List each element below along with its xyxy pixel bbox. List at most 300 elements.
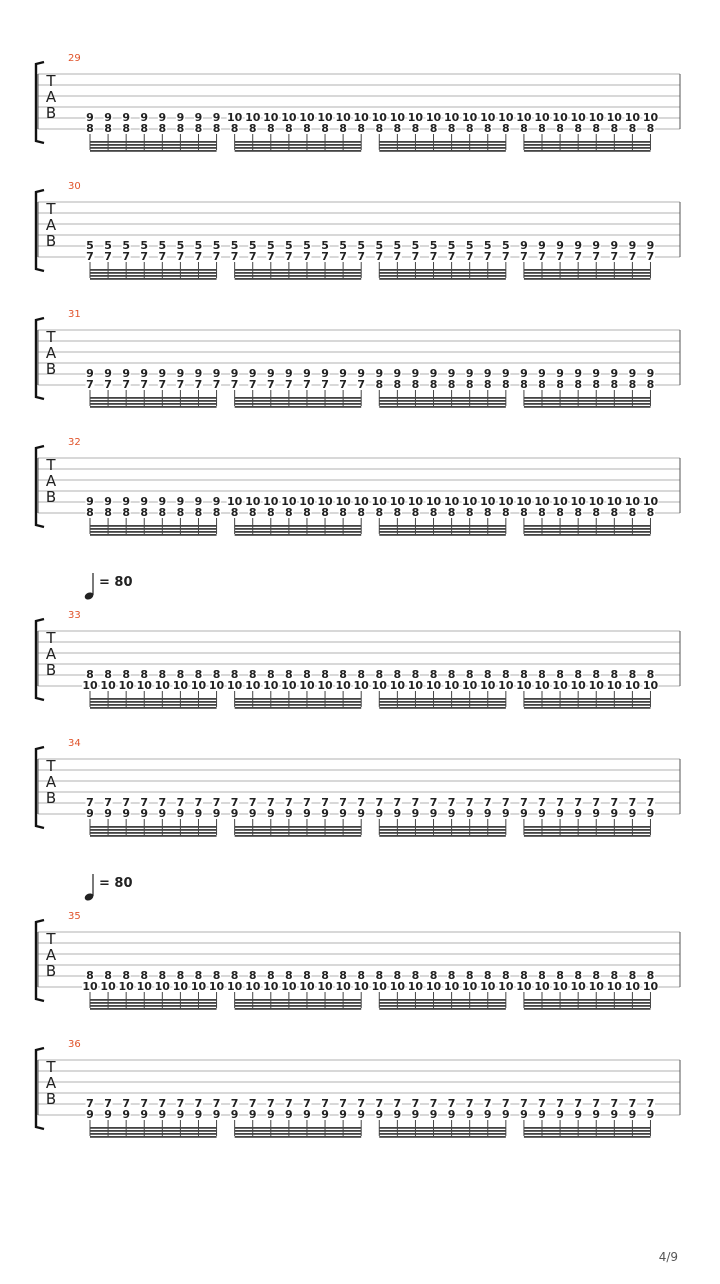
fret-number: 7: [285, 378, 293, 391]
fret-number: 7: [158, 1097, 167, 1110]
fret-number: 7: [248, 378, 257, 391]
tempo-mark: = 80: [99, 876, 133, 891]
fret-number: 7: [248, 250, 257, 263]
fret-number: 7: [194, 378, 203, 391]
fret-number: 10: [516, 111, 532, 124]
fret-number: 8: [248, 506, 257, 519]
fret-number: 9: [303, 807, 311, 820]
measure-number: 33: [68, 610, 81, 621]
fret-number: 9: [520, 1108, 528, 1121]
fret-number: 7: [447, 1097, 456, 1110]
fret-number: 8: [628, 122, 637, 135]
fret-number: 9: [646, 367, 655, 380]
tab-clef-letter: A: [45, 344, 57, 362]
fret-number: 8: [411, 668, 420, 681]
note-beam: [379, 275, 506, 277]
fret-number: 9: [592, 367, 601, 380]
fret-number: 7: [140, 1097, 149, 1110]
fret-number: 9: [483, 807, 492, 820]
note-beam: [524, 400, 651, 402]
fret-number: 10: [534, 679, 550, 692]
tab-clef-letter: A: [45, 216, 57, 234]
fret-number: 7: [122, 796, 130, 809]
fret-number: 7: [86, 378, 94, 391]
note-beam: [235, 1133, 362, 1135]
fret-number: 9: [104, 1108, 112, 1121]
fret-number: 7: [556, 1097, 564, 1110]
fret-number: 10: [407, 679, 424, 692]
note-beam: [524, 698, 651, 700]
fret-number: 7: [86, 250, 94, 263]
tab-clef-letter: T: [46, 1058, 56, 1076]
fret-number: 9: [520, 807, 528, 820]
measure-number: 36: [68, 1039, 81, 1050]
fret-number: 8: [303, 506, 311, 519]
fret-number: 5: [266, 239, 275, 252]
fret-number: 7: [339, 796, 347, 809]
fret-number: 8: [538, 506, 546, 519]
fret-number: 9: [140, 111, 149, 124]
fret-number: 7: [303, 796, 311, 809]
fret-number: 9: [194, 367, 203, 380]
fret-number: 8: [230, 668, 239, 681]
fret-number: 8: [285, 969, 293, 982]
fret-number: 9: [429, 367, 438, 380]
note-beam: [90, 1002, 217, 1004]
fret-number: 9: [592, 807, 601, 820]
fret-number: 10: [498, 495, 514, 508]
fret-number: 7: [447, 796, 456, 809]
note-beam: [90, 698, 217, 700]
fret-number: 8: [375, 378, 384, 391]
fret-number: 7: [339, 1097, 347, 1110]
note-beam: [524, 275, 651, 277]
fret-number: 7: [266, 378, 275, 391]
note-beam: [235, 534, 362, 536]
fret-number: 8: [483, 969, 492, 982]
fret-number: 10: [353, 980, 369, 993]
note-beam: [524, 269, 651, 271]
note-beam: [235, 1136, 362, 1138]
fret-number: 9: [502, 807, 510, 820]
fret-number: 9: [520, 239, 528, 252]
fret-number: 7: [628, 250, 637, 263]
note-beam: [235, 150, 362, 152]
fret-number: 9: [538, 239, 546, 252]
note-beam: [379, 397, 506, 399]
fret-number: 7: [610, 250, 619, 263]
fret-number: 7: [502, 796, 510, 809]
fret-number: 7: [520, 796, 528, 809]
fret-number: 10: [480, 111, 496, 124]
tab-clef-letter: B: [45, 1090, 57, 1108]
fret-number: 8: [230, 122, 239, 135]
note-beam: [90, 534, 217, 536]
note-beam: [90, 397, 217, 399]
fret-number: 5: [303, 239, 311, 252]
measure-number: 35: [68, 911, 81, 922]
fret-number: 7: [429, 1097, 438, 1110]
fret-number: 10: [226, 495, 243, 508]
tempo-mark: = 80: [99, 575, 133, 590]
fret-number: 9: [574, 367, 582, 380]
note-beam: [524, 534, 651, 536]
note-beam: [235, 704, 362, 706]
fret-number: 10: [245, 111, 261, 124]
note-beam: [90, 832, 217, 834]
fret-number: 5: [357, 239, 366, 252]
fret-number: 10: [624, 495, 641, 508]
fret-number: 9: [610, 1108, 619, 1121]
fret-number: 10: [534, 980, 550, 993]
fret-number: 9: [610, 367, 619, 380]
note-beam: [235, 528, 362, 530]
note-beam: [524, 1008, 651, 1010]
fret-number: 8: [104, 668, 112, 681]
fret-number: 9: [104, 495, 112, 508]
note-beam: [379, 701, 506, 703]
fret-number: 9: [646, 1108, 655, 1121]
fret-number: 10: [462, 111, 478, 124]
note-beam: [235, 141, 362, 143]
fret-number: 9: [393, 1108, 402, 1121]
fret-number: 8: [538, 122, 546, 135]
fret-number: 8: [339, 668, 347, 681]
note-beam: [524, 531, 651, 533]
fret-number: 8: [429, 668, 438, 681]
fret-number: 8: [285, 668, 293, 681]
fret-number: 7: [158, 378, 167, 391]
fret-number: 9: [194, 111, 203, 124]
fret-number: 9: [266, 807, 275, 820]
fret-number: 9: [447, 807, 456, 820]
tab-clef-letter: B: [45, 232, 57, 250]
fret-number: 8: [447, 378, 456, 391]
fret-number: 7: [375, 250, 384, 263]
fret-number: 9: [104, 807, 112, 820]
fret-number: 8: [502, 378, 510, 391]
fret-number: 10: [407, 111, 424, 124]
fret-number: 8: [104, 969, 112, 982]
fret-number: 8: [646, 969, 655, 982]
note-beam: [379, 999, 506, 1001]
fret-number: 8: [194, 506, 203, 519]
fret-number: 8: [393, 668, 402, 681]
note-beam: [524, 278, 651, 280]
note-beam: [235, 403, 362, 405]
fret-number: 10: [516, 980, 532, 993]
note-beam: [524, 1005, 651, 1007]
note-beam: [235, 1005, 362, 1007]
fret-number: 8: [285, 506, 293, 519]
note-beam: [90, 400, 217, 402]
fret-number: 9: [610, 239, 619, 252]
fret-number: 8: [592, 969, 601, 982]
fret-number: 8: [465, 378, 474, 391]
fret-number: 8: [86, 506, 94, 519]
fret-number: 9: [483, 367, 492, 380]
fret-number: 10: [82, 980, 98, 993]
fret-number: 10: [317, 495, 333, 508]
fret-number: 7: [194, 250, 203, 263]
fret-number: 5: [194, 239, 203, 252]
fret-number: 9: [158, 1108, 167, 1121]
fret-number: 5: [230, 239, 239, 252]
fret-number: 10: [245, 980, 261, 993]
fret-number: 8: [628, 378, 637, 391]
note-beam: [90, 707, 217, 709]
fret-number: 8: [538, 969, 546, 982]
fret-number: 7: [375, 1097, 384, 1110]
note-beam: [524, 835, 651, 837]
fret-number: 8: [140, 122, 149, 135]
note-beam: [524, 150, 651, 152]
fret-number: 9: [502, 1108, 510, 1121]
fret-number: 7: [592, 1097, 601, 1110]
fret-number: 10: [172, 980, 189, 993]
fret-number: 7: [230, 796, 239, 809]
fret-number: 9: [357, 807, 366, 820]
fret-number: 9: [321, 367, 329, 380]
fret-number: 8: [502, 668, 510, 681]
fret-number: 9: [465, 807, 474, 820]
note-beam: [235, 1008, 362, 1010]
fret-number: 5: [158, 239, 167, 252]
tab-clef-letter: T: [46, 328, 56, 346]
note-beam: [235, 999, 362, 1001]
fret-number: 7: [176, 1097, 185, 1110]
note-beam: [524, 707, 651, 709]
fret-number: 8: [375, 122, 384, 135]
fret-number: 7: [357, 378, 366, 391]
fret-number: 8: [646, 122, 655, 135]
fret-number: 10: [516, 495, 532, 508]
fret-number: 10: [462, 495, 478, 508]
tab-clef-letter: B: [45, 488, 57, 506]
fret-number: 9: [158, 495, 167, 508]
fret-number: 10: [118, 980, 134, 993]
tab-clef-letter: B: [45, 962, 57, 980]
fret-number: 7: [646, 796, 655, 809]
fret-number: 7: [447, 250, 456, 263]
fret-number: 7: [502, 1097, 510, 1110]
fret-number: 9: [248, 807, 257, 820]
note-beam: [379, 826, 506, 828]
fret-number: 7: [122, 1097, 130, 1110]
fret-number: 8: [86, 969, 94, 982]
fret-number: 8: [158, 668, 167, 681]
note-beam: [379, 832, 506, 834]
fret-number: 8: [194, 122, 203, 135]
fret-number: 8: [520, 506, 528, 519]
note-beam: [379, 707, 506, 709]
note-beam: [235, 1130, 362, 1132]
fret-number: 9: [194, 807, 203, 820]
fret-number: 10: [190, 980, 207, 993]
fret-number: 8: [610, 668, 619, 681]
fret-number: 8: [176, 668, 185, 681]
fret-number: 10: [317, 679, 333, 692]
fret-number: 10: [299, 111, 315, 124]
tab-clef-letter: T: [46, 200, 56, 218]
fret-number: 9: [140, 495, 149, 508]
fret-number: 10: [462, 679, 478, 692]
fret-number: 9: [194, 1108, 203, 1121]
fret-number: 7: [520, 250, 528, 263]
fret-number: 10: [190, 679, 207, 692]
fret-number: 7: [212, 250, 221, 263]
fret-number: 8: [266, 969, 275, 982]
fret-number: 7: [212, 378, 221, 391]
fret-number: 8: [538, 668, 546, 681]
note-beam: [379, 406, 506, 408]
fret-number: 8: [483, 506, 492, 519]
fret-number: 9: [122, 1108, 130, 1121]
fret-number: 10: [226, 679, 243, 692]
fret-number: 5: [411, 239, 420, 252]
fret-number: 9: [628, 1108, 637, 1121]
fret-number: 9: [538, 1108, 546, 1121]
fret-number: 9: [285, 367, 293, 380]
fret-number: 9: [483, 1108, 492, 1121]
fret-number: 7: [357, 1097, 366, 1110]
fret-number: 8: [122, 969, 130, 982]
note-beam: [235, 406, 362, 408]
fret-number: 9: [556, 807, 564, 820]
fret-number: 10: [353, 495, 369, 508]
fret-number: 7: [483, 796, 492, 809]
fret-number: 9: [140, 1108, 149, 1121]
note-beam: [379, 272, 506, 274]
fret-number: 7: [321, 1097, 329, 1110]
fret-number: 8: [86, 122, 94, 135]
fret-number: 5: [375, 239, 384, 252]
fret-number: 8: [447, 668, 456, 681]
fret-number: 8: [321, 969, 329, 982]
fret-number: 8: [610, 378, 619, 391]
fret-number: 10: [588, 980, 604, 993]
fret-number: 10: [263, 495, 279, 508]
note-beam: [524, 528, 651, 530]
measure-number: 29: [68, 53, 81, 64]
fret-number: 8: [574, 506, 582, 519]
note-beam: [90, 406, 217, 408]
tab-clef-letter: T: [46, 629, 56, 647]
note-beam: [379, 144, 506, 146]
fret-number: 7: [574, 1097, 582, 1110]
fret-number: 10: [534, 111, 550, 124]
fret-number: 9: [429, 1108, 438, 1121]
fret-number: 8: [375, 506, 384, 519]
note-beam: [235, 1127, 362, 1129]
fret-number: 8: [212, 969, 221, 982]
note-beam: [524, 826, 651, 828]
fret-number: 8: [357, 969, 366, 982]
note-beam: [235, 832, 362, 834]
fret-number: 10: [281, 111, 297, 124]
fret-number: 8: [321, 122, 329, 135]
fret-number: 5: [339, 239, 347, 252]
fret-number: 8: [248, 969, 257, 982]
fret-number: 8: [574, 668, 582, 681]
fret-number: 7: [321, 378, 329, 391]
fret-number: 8: [375, 969, 384, 982]
fret-number: 8: [194, 969, 203, 982]
fret-number: 8: [628, 668, 637, 681]
fret-number: 10: [425, 495, 442, 508]
fret-number: 8: [375, 668, 384, 681]
fret-number: 10: [443, 679, 460, 692]
note-beam: [235, 397, 362, 399]
fret-number: 8: [158, 969, 167, 982]
fret-number: 10: [425, 111, 442, 124]
fret-number: 9: [158, 807, 167, 820]
fret-number: 9: [375, 807, 384, 820]
fret-number: 7: [176, 796, 185, 809]
fret-number: 5: [321, 239, 329, 252]
note-beam: [524, 144, 651, 146]
fret-number: 9: [592, 239, 601, 252]
fret-number: 9: [646, 807, 655, 820]
fret-number: 8: [248, 668, 257, 681]
note-beam: [379, 1136, 506, 1138]
fret-number: 9: [447, 367, 456, 380]
note-beam: [90, 272, 217, 274]
note-beam: [90, 704, 217, 706]
note-beam: [524, 701, 651, 703]
fret-number: 5: [483, 239, 492, 252]
fret-number: 9: [339, 367, 347, 380]
fret-number: 10: [389, 980, 406, 993]
note-beam: [235, 272, 362, 274]
fret-number: 9: [248, 367, 257, 380]
fret-number: 9: [122, 111, 130, 124]
fret-number: 8: [176, 506, 185, 519]
fret-number: 8: [429, 378, 438, 391]
note-beam: [90, 999, 217, 1001]
fret-number: 9: [375, 367, 384, 380]
note-beam: [90, 1008, 217, 1010]
fret-number: 7: [556, 796, 564, 809]
note-beam: [524, 1136, 651, 1138]
note-beam: [524, 1130, 651, 1132]
fret-number: 8: [483, 668, 492, 681]
fret-number: 9: [212, 367, 221, 380]
fret-number: 9: [176, 111, 185, 124]
fret-number: 10: [208, 679, 225, 692]
fret-number: 10: [299, 980, 315, 993]
fret-number: 5: [447, 239, 456, 252]
fret-number: 9: [357, 367, 366, 380]
note-beam: [379, 1005, 506, 1007]
fret-number: 9: [176, 367, 185, 380]
note-beam: [524, 406, 651, 408]
fret-number: 8: [465, 122, 474, 135]
fret-number: 7: [538, 1097, 546, 1110]
fret-number: 9: [158, 111, 167, 124]
note-beam: [235, 707, 362, 709]
note-beam: [379, 698, 506, 700]
fret-number: 9: [628, 367, 637, 380]
fret-number: 8: [556, 122, 564, 135]
note-beam: [379, 704, 506, 706]
fret-number: 9: [574, 807, 582, 820]
fret-number: 7: [303, 250, 311, 263]
fret-number: 7: [574, 796, 582, 809]
fret-number: 8: [628, 506, 637, 519]
note-beam: [524, 141, 651, 143]
note-beam: [379, 147, 506, 149]
